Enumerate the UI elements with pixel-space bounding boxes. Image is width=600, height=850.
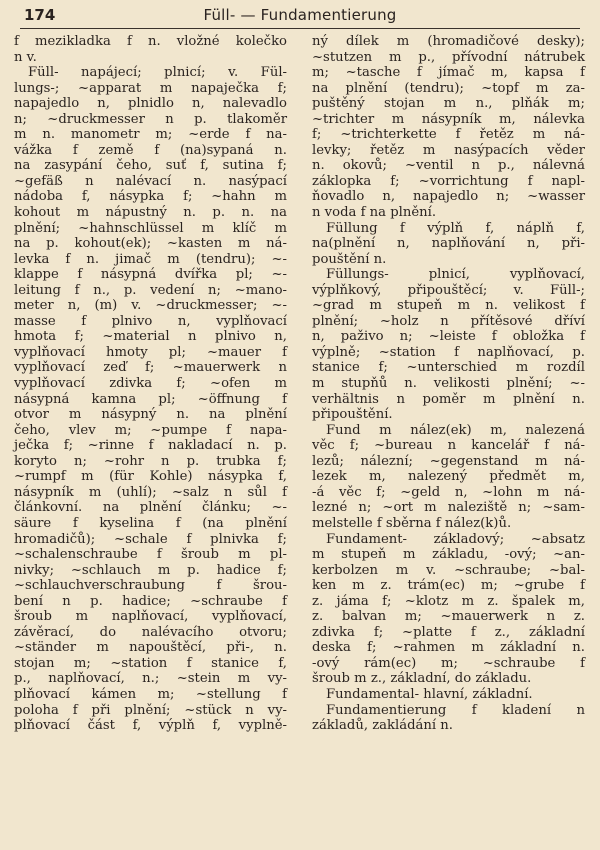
entry-line: ken m z. trám(ec) m; ~grube f bbox=[312, 578, 585, 594]
entry-line: kohout m nápustný n. p. n. na bbox=[14, 205, 287, 221]
entry-line: Fund m nález(ek) m, nalezená bbox=[326, 422, 585, 438]
entry-line: meter n, (m) v. ~druckmesser; ~- bbox=[14, 298, 287, 314]
entry-line: m n. manometr m; ~erde f na- bbox=[14, 127, 287, 143]
entry-line: šroub m naplňovací, vyplňovací, bbox=[14, 609, 287, 625]
entry-line: leitung f n., p. vedení n; ~mano- bbox=[14, 282, 287, 298]
entry-line: čeho, vlev m; ~pumpe f napa- bbox=[14, 422, 287, 438]
entry-line: výplňkový, připouštěcí; v. Füll-; bbox=[312, 282, 585, 298]
entry-line: vyplňovací zdivka f; ~ofen m bbox=[14, 376, 287, 392]
entry-line: m stupeň m základu, -ový; ~an- bbox=[312, 547, 585, 563]
entry-line: na p. kohout(ek); ~kasten m ná- bbox=[14, 236, 287, 252]
entry-line: připouštění. bbox=[312, 407, 393, 423]
entry-line: článkovní. na plnění článku; ~- bbox=[14, 500, 287, 516]
right-column bbox=[312, 34, 585, 734]
entry-line: stanice f; ~unterschied m rozdíl bbox=[312, 360, 585, 376]
entry-line: ný dílek m (hromadičové desky); bbox=[312, 34, 585, 49]
entry-line: záklopka f; ~vorrichtung f napl- bbox=[312, 173, 585, 189]
entry-line: výplně; ~station f naplňovací, p. bbox=[312, 344, 585, 360]
entry-line: verhältnis n poměr m plnění n. bbox=[312, 391, 585, 407]
entry-line: bení n p. hadice; ~schraube f bbox=[14, 593, 287, 609]
entry-line: vyplňovací zeď f; ~mauerwerk n bbox=[14, 360, 287, 376]
entry-line: lezné n; ~ort m naleziště n; ~sam- bbox=[312, 500, 585, 516]
entry-line: n, paživo n; ~leiste f obložka f bbox=[312, 329, 585, 345]
entry-line: plňovací kámen m; ~stellung f bbox=[14, 686, 287, 702]
entry-line: p., naplňovací, n.; ~stein m vy- bbox=[14, 671, 287, 687]
entry-line: ~schlauchverschraubung f šrou- bbox=[14, 578, 287, 594]
entry-line: ~trichter m násypník m, nálevka bbox=[312, 111, 585, 127]
entry-line: n. okovů; ~ventil n p., nálevná bbox=[312, 158, 585, 174]
entry-line: napajedlo n, plnidlo n, nalevadlo bbox=[14, 96, 287, 112]
entry-line: otvor m násypný n. na plnění bbox=[14, 407, 287, 423]
entry-line: ~grad m stupeň m n. velikost f bbox=[312, 298, 585, 314]
entry-line: z. balvan m; ~mauerwerk n z. bbox=[312, 609, 585, 625]
entry-line: ~ständer m napouštěcí, při-, n. bbox=[14, 640, 287, 656]
running-head: Füll- — Fundamentierung bbox=[203, 6, 397, 24]
entry-line: deska f; ~rahmen m základní n. bbox=[312, 640, 585, 656]
entry-line: m; ~tasche f jímač m, kapsa f bbox=[312, 65, 585, 81]
entry-line: ~rumpf m (für Kohle) násypka f, bbox=[14, 469, 287, 485]
entry-line: klappe f násypná dvířka pl; ~- bbox=[14, 267, 287, 283]
entry-line: plnění; ~holz n přítěsové dříví bbox=[312, 313, 585, 329]
entry-line: kerbolzen m v. ~schraube; ~bal- bbox=[312, 562, 585, 578]
entry-line: základů, zakládání n. bbox=[312, 718, 453, 734]
entry-line: poloha f při plnění; ~stück n vy- bbox=[14, 702, 287, 718]
entry-line: Füllung f výplň f, náplň f, bbox=[326, 220, 585, 236]
entry-line: masse f plnivo n, vyplňovací bbox=[14, 313, 287, 329]
entry-line: lezů; nálezní; ~gegenstand m ná- bbox=[312, 453, 585, 469]
page-number: 174 bbox=[24, 6, 56, 24]
entry-line: na(plnění n, naplňování n, při- bbox=[312, 236, 585, 252]
entry-line: násypník m (uhlí); ~salz n sůl f bbox=[14, 484, 287, 500]
entry-line: plnění; ~hahnschlüssel m klíč m bbox=[14, 220, 287, 236]
entry-line: Füll- napájecí; plnicí; v. Fül- bbox=[28, 65, 287, 81]
entry-line: f; ~trichterkette f řetěz m ná- bbox=[312, 127, 585, 143]
entry-line: Fundamentierung f kladení n bbox=[326, 702, 585, 718]
entry-line: nádoba f, násypka f; ~hahn m bbox=[14, 189, 287, 205]
entry-line: puštěný stojan m n., plňák m; bbox=[312, 96, 585, 112]
entry-line: pouštění n. bbox=[312, 251, 387, 267]
left-column bbox=[14, 34, 287, 734]
entry-line: plňovací část f, výplň f, vyplně- bbox=[14, 718, 287, 734]
entry-line: f mezikladka f n. vložné kolečko bbox=[14, 34, 287, 49]
entry-line: na plnění (tendru); ~topf m za- bbox=[312, 80, 585, 96]
entry-line: -ový rám(ec) m; ~schraube f bbox=[312, 655, 585, 671]
entry-line: na zasypání čeho, suť f, sutina f; bbox=[14, 158, 287, 174]
entry-line: z. jáma f; ~klotz m z. špalek m, bbox=[312, 593, 585, 609]
entry-line: nivky; ~schlauch m p. hadice f; bbox=[14, 562, 287, 578]
entry-line: -á věc f; ~geld n, ~lohn m ná- bbox=[312, 484, 585, 500]
entry-line: Füllungs- plnicí, vyplňovací, bbox=[326, 267, 585, 283]
entry-line: Fundamental- hlavní, základní. bbox=[326, 686, 533, 702]
entry-line: šroub m z., základní, do základu. bbox=[312, 671, 532, 687]
entry-line: levka f n. jimač m (tendru); ~- bbox=[14, 251, 287, 267]
entry-line: stojan m; ~station f stanice f, bbox=[14, 655, 287, 671]
entry-line: hmota f; ~material n plnivo n, bbox=[14, 329, 287, 345]
entry-line: m stupňů n. velikosti plnění; ~- bbox=[312, 376, 585, 392]
entry-line: ňovadlo n, napajedlo n; ~wasser bbox=[312, 189, 585, 205]
entry-line: koryto n; ~rohr n p. trubka f; bbox=[14, 453, 287, 469]
entry-line: n voda f na plnění. bbox=[312, 205, 437, 221]
entry-line: vyplňovací hmoty pl; ~mauer f bbox=[14, 344, 287, 360]
entry-line: lezek m, nalezený předmět m, bbox=[312, 469, 585, 485]
entry-line: n; ~druckmesser n p. tlakoměr bbox=[14, 111, 287, 127]
page-header bbox=[20, 4, 580, 29]
entry-line: ~schalenschraube f šroub m pl- bbox=[14, 547, 287, 563]
entry-line: ječka f; ~rinne f nakladací n. p. bbox=[14, 438, 287, 454]
entry-line: melstelle f sběrna f nález(k)ů. bbox=[312, 515, 512, 531]
entry-line: Fundament- základový; ~absatz bbox=[326, 531, 585, 547]
entry-line: n v. bbox=[14, 49, 37, 65]
entry-line: věc f; ~bureau n kancelář f ná- bbox=[312, 438, 585, 454]
entry-line: závěrací, do nalévacího otvoru; bbox=[14, 624, 287, 640]
entry-line: vážka f země f (na)sypaná n. bbox=[14, 142, 287, 158]
entry-line: ~gefäß n nalévací n. nasýpací bbox=[14, 173, 287, 189]
entry-line: levky; řetěz m nasýpacích věder bbox=[312, 142, 585, 158]
entry-line: säure f kyselina f (na plnění bbox=[14, 515, 287, 531]
entry-line: hromadičů); ~schale f plnivka f; bbox=[14, 531, 287, 547]
entry-line: lungs-; ~apparat m napaječka f; bbox=[14, 80, 287, 96]
entry-line: násypná kamna pl; ~öffnung f bbox=[14, 391, 287, 407]
entry-line: zdivka f; ~platte f z., základní bbox=[312, 624, 585, 640]
entry-line: ~stutzen m p., přívodní nátrubek bbox=[312, 49, 585, 65]
